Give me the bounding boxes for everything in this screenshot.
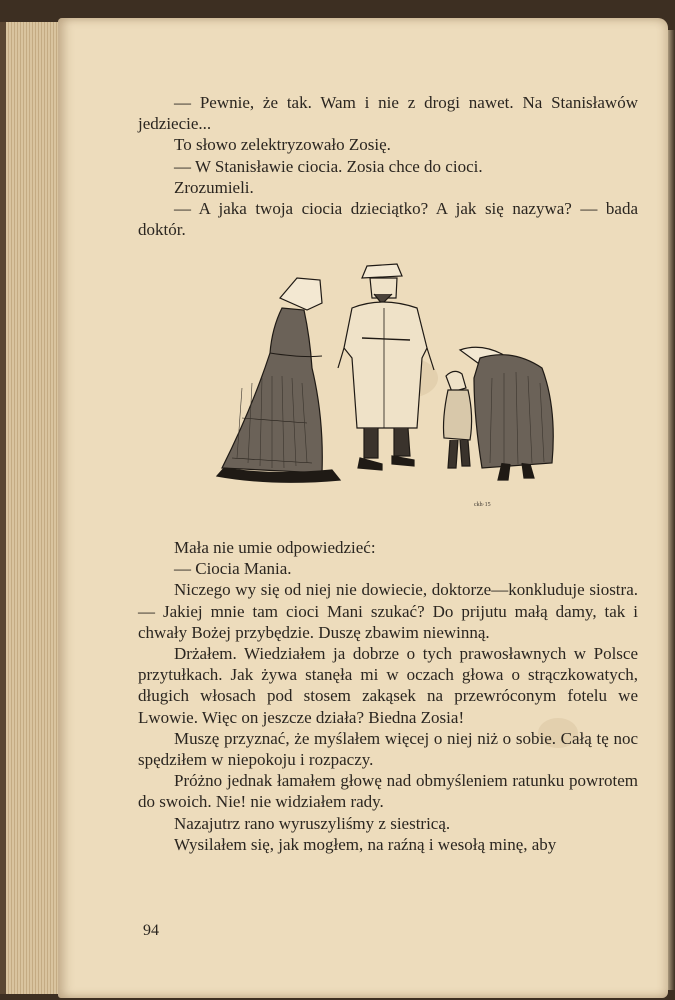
paragraph: To słowo zelektryzowało Zosię. (174, 135, 391, 155)
paragraph: — Ciocia Mania. (174, 559, 292, 579)
paragraph: Niczego wy się od niej nie dowiecie, doktorze—konkluduje siostra. — Jakiej mnie tam cioci Mani szukać? Do prijutu małą damy, tak i chwały Bożej przybędzie. Duszę zbawim niewinną. (138, 580, 638, 642)
paragraph: Zrozumieli. (174, 177, 254, 197)
paragraph: Wysilałem się, jak mogłem, na raźną i wesołą minę, aby (174, 834, 557, 854)
artist-signature: ckh·15 (474, 502, 491, 508)
paragraph: Próżno jednak łamałem głowę nad obmyśleniem ratunku powrotem do swoich. Nie! nie widziałem rady. (138, 771, 638, 812)
top-text-block (138, 92, 638, 240)
paragraph: — W Stanisławie ciocia. Zosia chce do cioci. (174, 156, 483, 176)
bottom-text-block (138, 537, 638, 855)
paragraph: Mała nie umie odpowiedzieć: (174, 538, 376, 557)
paragraph: Muszę przyznać, że myślałem więcej o niej niż o sobie. Całą tę noc spędziłem w niepokoju i rozpaczy. (138, 728, 638, 770)
nurse-figure (217, 278, 340, 482)
doctor-figure (338, 264, 434, 470)
paragraph: Nazajutrz rano wyruszyliśmy z siestricą. (174, 813, 451, 833)
page-number: 94 (143, 922, 159, 939)
illustration-nurse-doctor-child (212, 258, 572, 508)
paragraph: Drżałem. Wiedziałem ja dobrze o tych prawosławnych w Polsce przytułkach. Jak żywa stanęła mi w oczach głowa o strączkowatych, długich włosach pod stosem zakąsek na przewróconym fotelu we Lwowie. Więc on jeszcze działa? Biedna Zosia! (138, 644, 638, 727)
paragraph: — A jaka twoja ciocia dzieciątko? A jak się nazywa? — bada doktór. (138, 199, 638, 240)
nurse-with-child-figure (444, 347, 554, 480)
paragraph: — Pewnie, że tak. Wam i nie z drogi nawet. Na Stanisławów jedziecie... (138, 93, 638, 134)
